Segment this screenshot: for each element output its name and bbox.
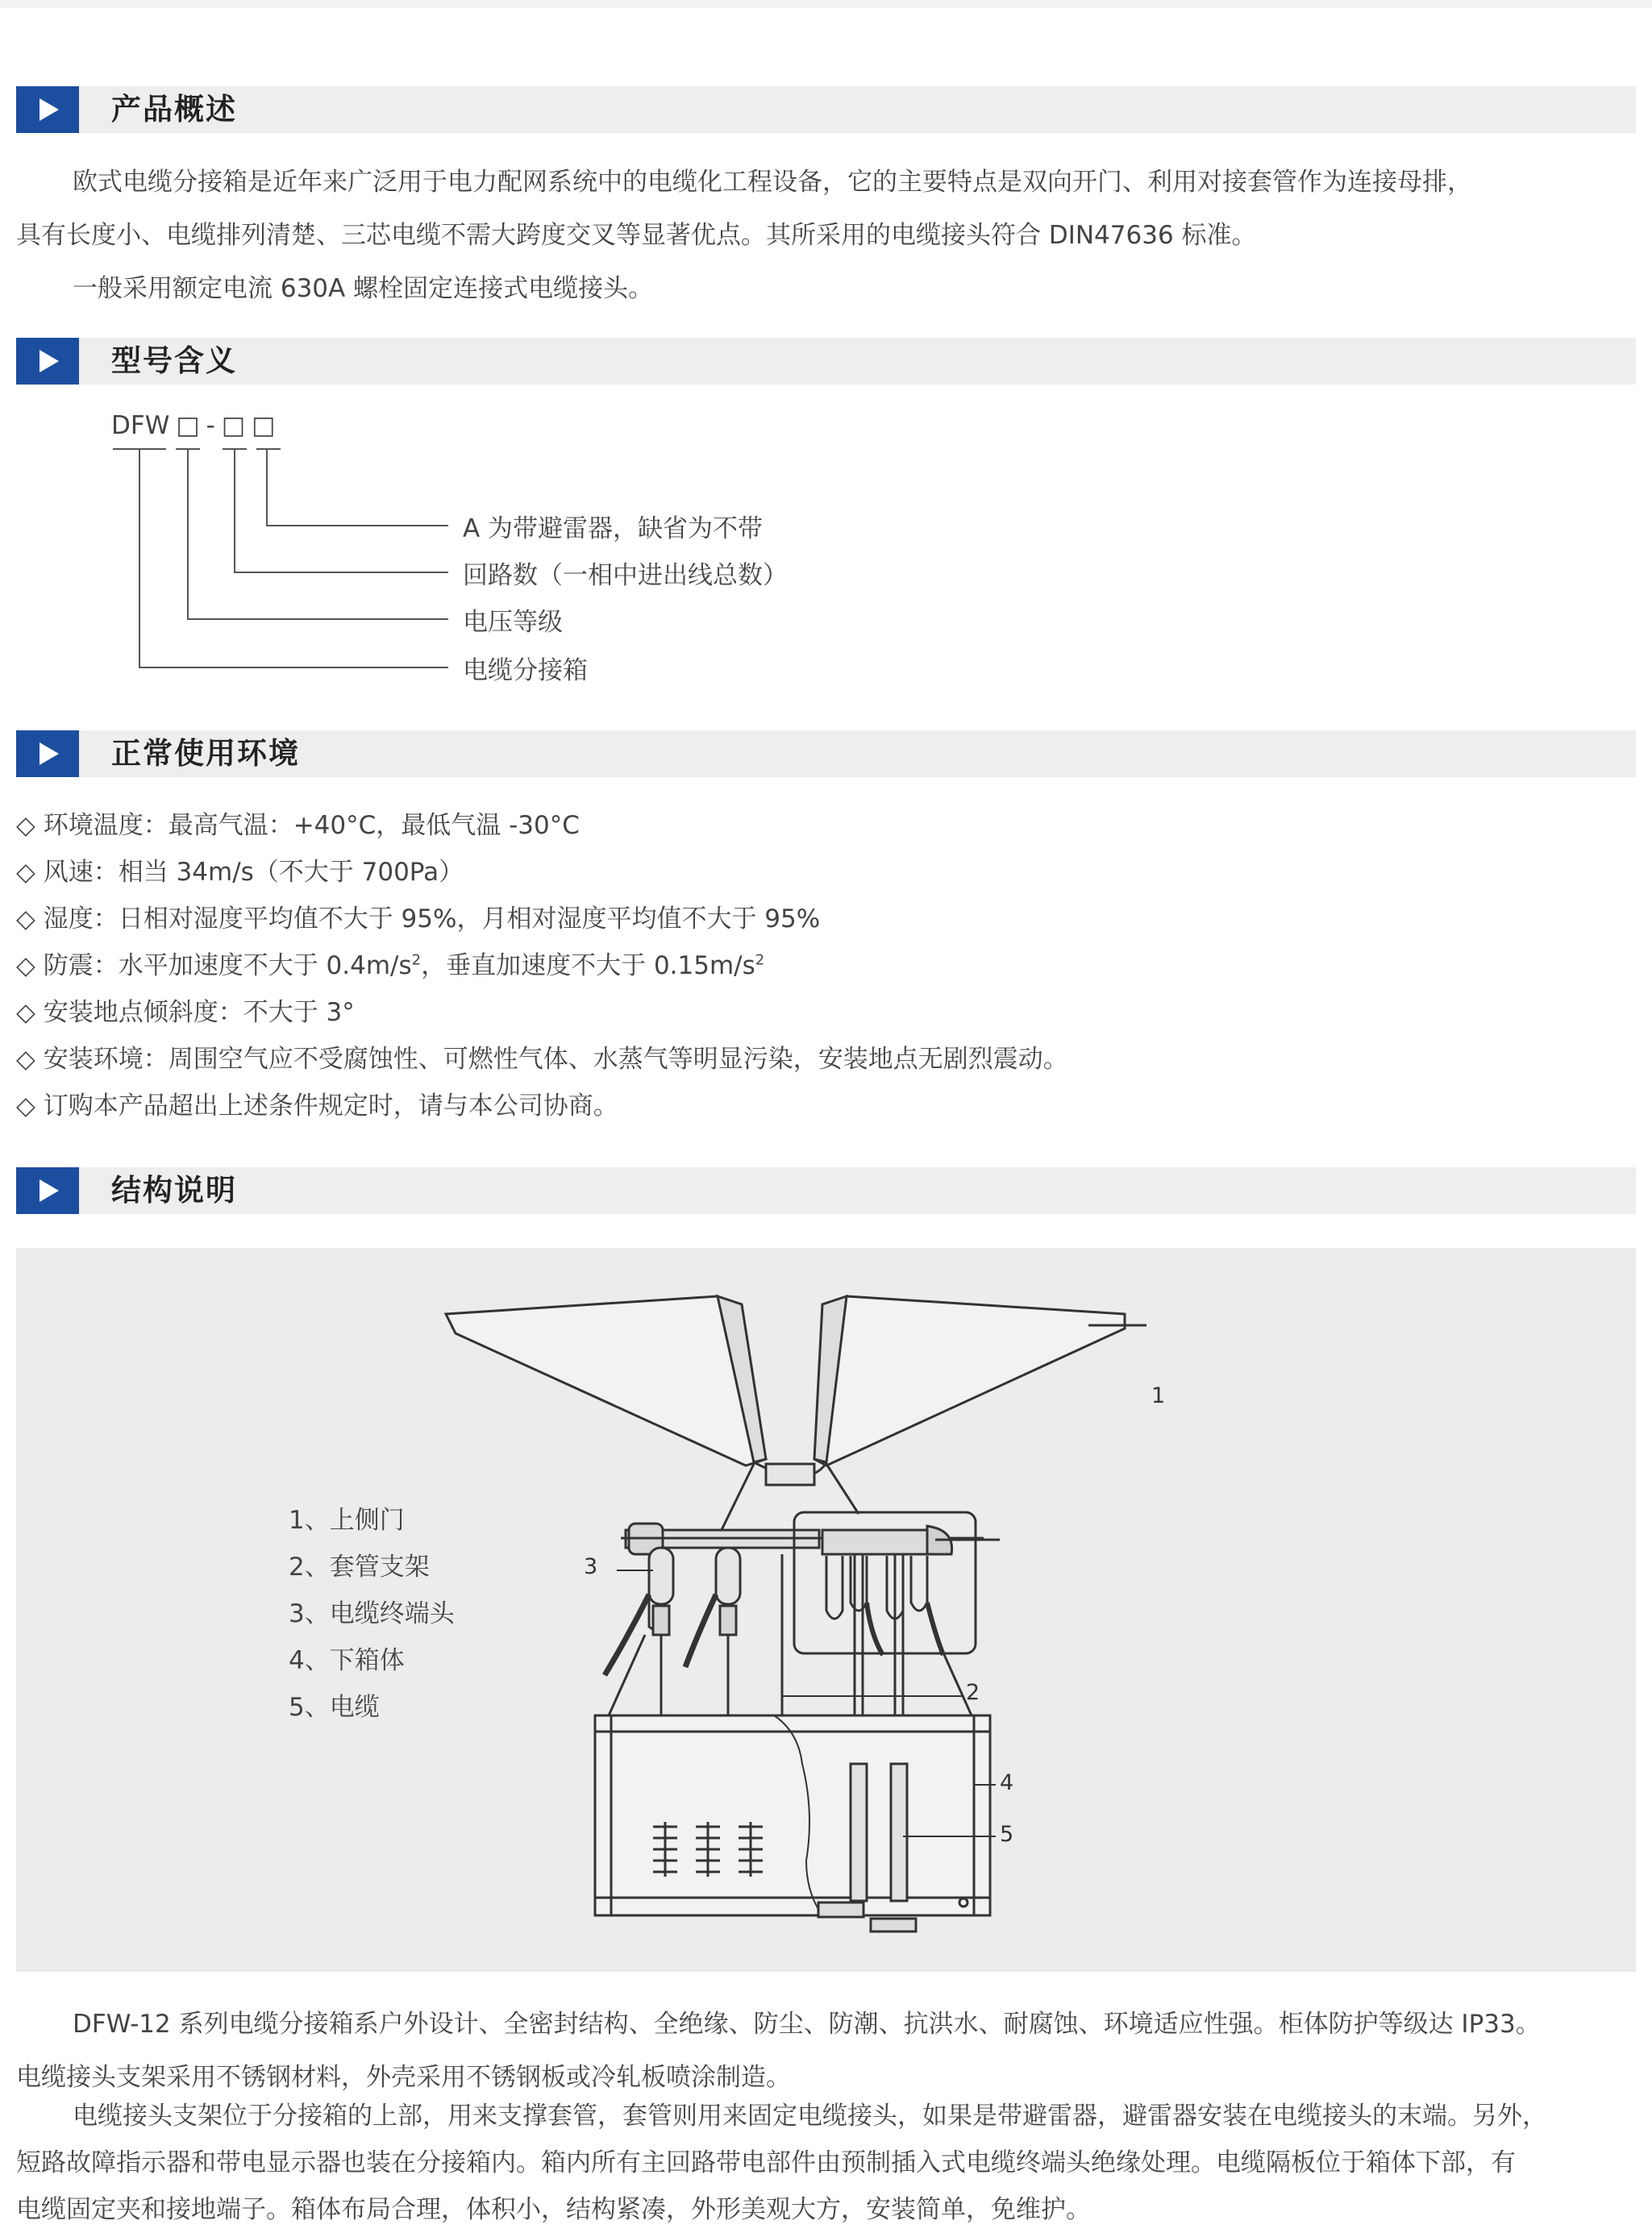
legend-item: 5、电缆 [289, 1693, 380, 1722]
env-install: ◇ 安装环境：周围空气应不受腐蚀性、可燃性气体、水蒸气等明显污染，安装地点无剧烈震动。 [16, 1045, 1068, 1074]
section-title: 正常使用环境 [111, 736, 300, 771]
legend-item: 3、电缆终端头 [289, 1599, 455, 1628]
structure-paragraph-2: 电缆接头支架位于分接箱的上部，用来支撑套管，套管则用来固定电缆接头，如果是带避雷器，避雷器安装在电缆接头的末端。另外， 短路故障指示器和带电显示器也装在分接箱内。箱内所有主回路带电部件由预制插入式电缆终端头绝缘处理。电缆隔板位于箱体下部，有 电缆固定夹和接地端子。箱体布局合理，体积小，结构紧凑，外形美观大方，安装简单，免维护。 [16, 2102, 1547, 2224]
env-order: ◇ 订购本产品超出上述条件规定时，请与本公司协商。 [16, 1092, 618, 1121]
play-icon [16, 1167, 79, 1214]
structure-paragraph-1: DFW-12 系列电缆分接箱系户外设计、全密封结构、全绝缘、防尘、防潮、抗洪水、耐腐蚀、环境适应性强。柜体防护等级达 IP33。 电缆接头支架采用不锈钢材料，外壳采用不锈钢板或冷轧板喷涂制造。 [16, 2010, 1541, 2092]
env-slope: ◇ 安装地点倾斜度：不大于 3° [16, 998, 355, 1027]
section-header-structure [16, 1167, 1636, 1214]
callout-4: 4 [1000, 1770, 1014, 1795]
model-desc-circuits: 回路数（一相中进出线总数） [463, 561, 788, 590]
env-wind: ◇ 风速：相当 34m/s（不大于 700Pa） [16, 858, 464, 887]
env-temperature: ◇ 环境温度：最高气温：+40°C，最低气温 -30°C [16, 811, 580, 840]
env-humidity: ◇ 湿度：日相对湿度平均值不大于 95%，月相对湿度平均值不大于 95% [16, 904, 821, 934]
model-desc-voltage: 电压等级 [463, 608, 563, 637]
section-title: 产品概述 [111, 92, 237, 127]
legend-item: 4、下箱体 [289, 1646, 405, 1675]
overview-paragraph-2: 一般采用额定电流 630A 螺栓固定连接式电缆接头。 [73, 274, 654, 303]
model-desc-box: 电缆分接箱 [463, 656, 588, 685]
section-title: 结构说明 [111, 1173, 237, 1208]
model-desc-arrester: A 为带避雷器，缺省为不带 [463, 514, 764, 543]
overview-paragraph-1: 欧式电缆分接箱是近年来广泛用于电力配网系统中的电缆化工程设备，它的主要特点是双向开门、利用对接套管作为连接母排， 具有长度小、电缆排列清楚、三芯电缆不需大跨度交叉等显著优点。其所采用的电缆接头符合 DIN47636 标准。 [16, 168, 1472, 250]
cable-box-drawing [16, 1248, 1636, 1972]
callout-5: 5 [1000, 1822, 1014, 1847]
play-icon [16, 730, 79, 777]
model-bracket-lines [0, 0, 1652, 726]
legend-item: 1、上侧门 [289, 1506, 405, 1535]
structure-diagram [16, 1248, 1636, 1972]
env-quake: ◇ 防震：水平加速度不大于 $0.4m/s^2$，垂直加速度不大于 $0.15m/s^2$ [16, 951, 765, 980]
section-title: 型号含义 [111, 343, 237, 378]
legend-item: 2、套管支架 [289, 1553, 430, 1582]
callout-3: 3 [584, 1554, 598, 1579]
model-code: DFW □ - □ □ [111, 411, 276, 440]
section-header-environment [16, 730, 1636, 777]
callout-1: 1 [1151, 1383, 1166, 1408]
callout-2: 2 [966, 1680, 980, 1705]
